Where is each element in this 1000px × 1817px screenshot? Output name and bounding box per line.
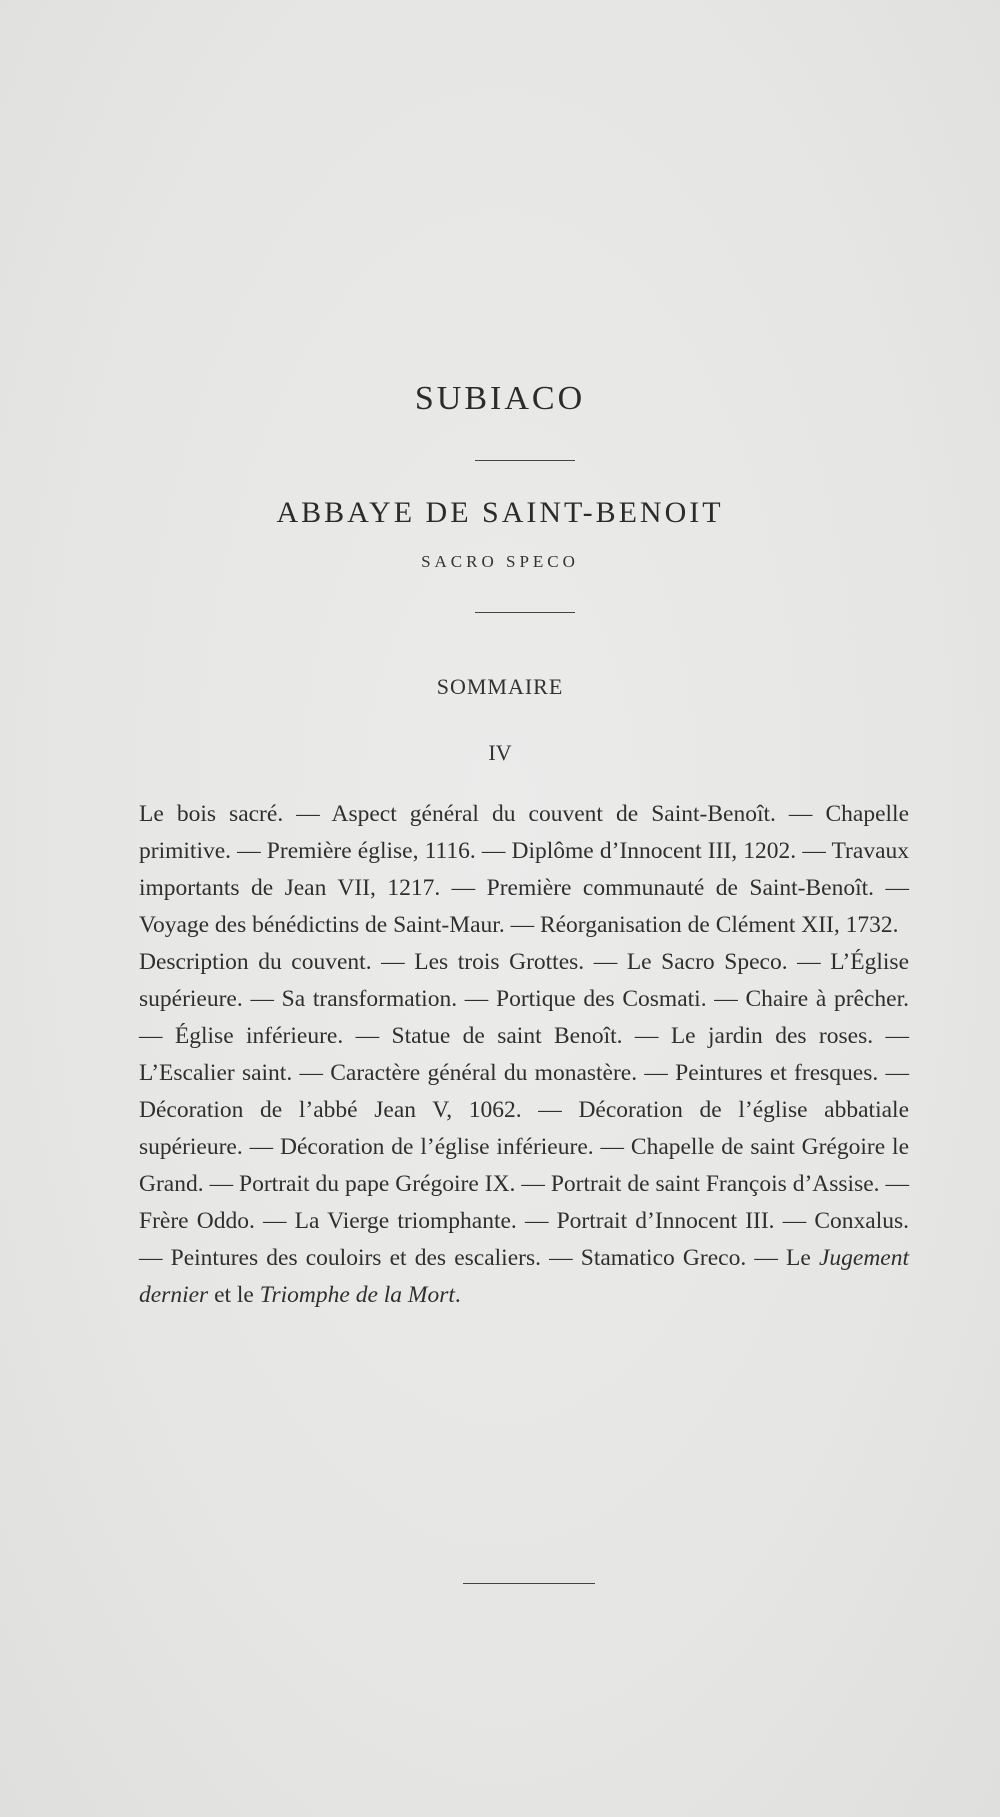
page-title: SUBIACO	[414, 380, 586, 417]
summary-text	[139, 796, 909, 1314]
summary-text-run: Description du couvent. — Les trois Grottes. — Le Sacro Speco. — L’Église supérieure. — Sa transformation. — Portique des Cosmati. — Chaire à prêcher. — Église inférieure. — Statue de saint Benoît. — Le jardin des roses. — L’Escalier saint. — Caractère général du monastère. — Peintures et fresques. — Décoration de l’abbé Jean V, 1062. — Décoration de l’église abbatiale supérieure. — Décoration de l’église inférieure. — Chapelle de saint Grégoire le Grand. — Portrait du pape Grégoire IX. — Portrait de saint François d’Assise. — Frère Oddo. — La Vierge triomphante. — Portrait d’Innocent III. — Conxalus. — Peintures des couloirs et des escaliers. — Stamatico Greco. — Le	[139, 949, 909, 1271]
page-subtitle: ABBAYE DE SAINT-BENOIT	[276, 496, 724, 529]
summary-text-run: .	[454, 1282, 461, 1308]
italic-title: Jugement dernier	[139, 1245, 909, 1308]
summary-paragraph: Le bois sacré. — Aspect général du couvent de Saint-Benoît. — Chapelle primitive. — Première église, 1116. — Diplôme d’Innocent III, 1202. — Travaux importants de Jean VII, 1217. — Première communauté de Saint-Benoît. — Voyage des bénédictins de Saint-Maur. — Réorganisation de Clément XII, 1732.	[139, 801, 909, 938]
chapter-number: IV	[488, 740, 512, 765]
divider-rule	[475, 460, 575, 461]
summary-text-run: et le	[214, 1282, 254, 1308]
divider-rule	[475, 612, 575, 613]
divider-rule	[463, 1583, 595, 1584]
italic-title: Triomphe de la Mort	[259, 1282, 455, 1308]
section-heading: SOMMAIRE	[436, 674, 564, 699]
summary-paragraph	[139, 944, 909, 1314]
page-subsubtitle: SACRO SPECO	[421, 552, 579, 571]
